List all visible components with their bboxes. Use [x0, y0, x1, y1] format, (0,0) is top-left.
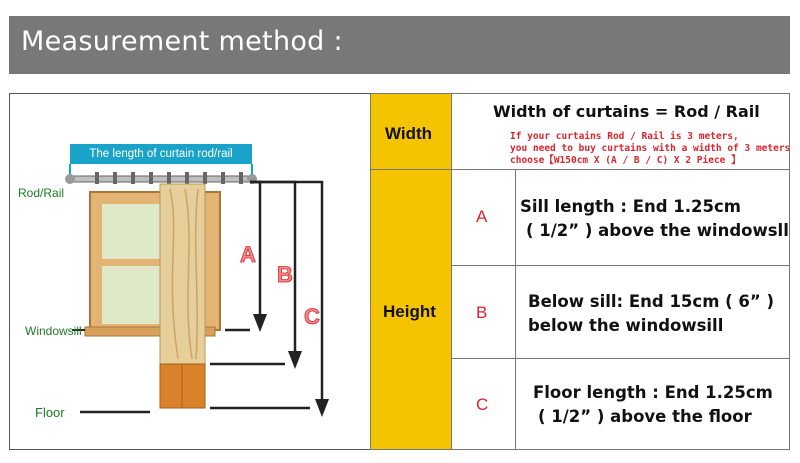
- row-a-text-cell: [515, 169, 790, 266]
- row-a-line2: ( 1/2” ) above the windowsll: [526, 221, 789, 240]
- header-bar: [9, 16, 790, 74]
- row-b-line2: below the windowsill: [528, 316, 724, 335]
- row-b-text-cell: [515, 265, 790, 359]
- arrow-heads: [253, 314, 329, 417]
- row-c-line2: ( 1/2” ) above the floor: [538, 407, 752, 426]
- width-note-1: If your curtains Rod / Rail is 3 meters,: [510, 131, 739, 142]
- page-title: Measurement method :: [21, 26, 343, 57]
- rod-length-banner: The length of curtain rod/rail: [70, 144, 252, 164]
- row-c-text-cell: [515, 358, 790, 450]
- marker-b: B: [277, 262, 293, 287]
- row-c-letter: C: [476, 395, 489, 414]
- rod-end-left: [65, 174, 75, 184]
- marker-a: A: [240, 242, 256, 267]
- windowsill-label: Windowsill: [25, 324, 82, 338]
- row-a-letter-cell: [451, 169, 516, 266]
- rod-rail-label: Rod/Rail: [18, 186, 65, 200]
- width-label-cell: [370, 93, 452, 170]
- row-c-letter-cell: [451, 358, 516, 450]
- row-a-letter: A: [476, 207, 488, 226]
- width-note-2: you need to buy curtains with a width of 3 meters: [510, 143, 791, 154]
- row-c-line1: Floor length : End 1.25cm: [533, 383, 773, 402]
- curtain-diagram: [10, 94, 370, 449]
- measurement-table: [370, 93, 790, 450]
- row-b-letter-cell: [451, 265, 516, 359]
- row-b-line1: Below sill: End 15cm ( 6” ): [528, 292, 775, 311]
- width-info-cell: [451, 93, 790, 170]
- window-pane-bottom: [102, 266, 168, 324]
- marker-c: C: [304, 304, 320, 329]
- row-a-line1: Sill length : End 1.25cm: [520, 197, 741, 216]
- window-pane-top: [102, 204, 168, 259]
- width-label: Width: [385, 124, 433, 143]
- curtain-panel: [160, 184, 205, 364]
- row-b-letter: B: [476, 303, 488, 322]
- height-label: Height: [383, 302, 436, 321]
- height-label-cell: [370, 169, 452, 450]
- width-note-3: choose【W150cm X (A / B / C) X 2 Piece 】: [510, 155, 741, 166]
- width-formula: Width of curtains = Rod / Rail: [493, 102, 760, 121]
- floor-label: Floor: [35, 405, 65, 420]
